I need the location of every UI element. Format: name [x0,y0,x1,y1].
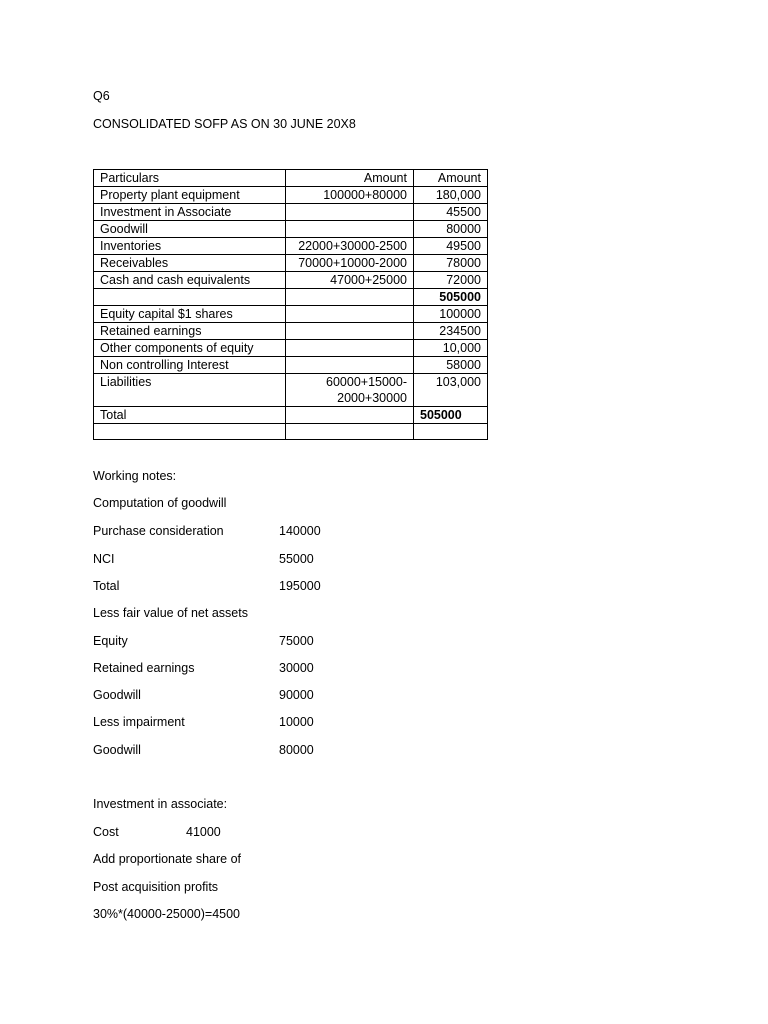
goodwill-line-value: 80000 [279,743,314,757]
row-label: Inventories [94,238,286,255]
goodwill-line-value: 30000 [279,661,314,675]
assets-subtotal: 505000 [414,289,488,306]
goodwill-line-label: Less fair value of net assets [93,606,248,620]
sofp-table [93,169,488,440]
row-amount: 72000 [414,272,488,289]
associate-line: Post acquisition profits [93,880,219,894]
goodwill-line-label: Retained earnings [93,661,195,675]
row-amount: 80000 [414,221,488,238]
row-calc: 60000+15000-2000+30000 [286,374,414,407]
row-amount: 78000 [414,255,488,272]
row-calc [286,323,414,340]
table-row [94,340,488,357]
associate-title: Investment in associate: [93,797,228,811]
row-calc: 22000+30000-2500 [286,238,414,255]
table-row [94,238,488,255]
table-row [94,187,488,204]
row-calc: 100000+80000 [286,187,414,204]
table-row [94,204,488,221]
row-calc [286,306,414,323]
row-amount: 100000 [414,306,488,323]
table-row [94,374,488,407]
row-amount: 234500 [414,323,488,340]
row-label: Liabilities [94,374,286,407]
goodwill-line-value: 10000 [279,715,314,729]
question-label: Q6 [93,89,110,103]
table-header-row [94,170,488,187]
row-amount: 45500 [414,204,488,221]
row-label: Cash and cash equivalents [94,272,286,289]
row-calc [286,221,414,238]
row-amount: 10,000 [414,340,488,357]
table-row [94,323,488,340]
goodwill-line-label: NCI [93,552,115,566]
row-amount: 58000 [414,357,488,374]
goodwill-line-value: 195000 [279,579,321,593]
goodwill-computation-title: Computation of goodwill [93,496,227,510]
row-amount [414,424,488,440]
header-cell-amount-total: Amount [414,170,488,187]
row-label: Equity capital $1 shares [94,306,286,323]
row-label: Other components of equity [94,340,286,357]
goodwill-line-value: 140000 [279,524,321,538]
goodwill-line-value: 75000 [279,634,314,648]
document-heading: CONSOLIDATED SOFP AS ON 30 JUNE 20X8 [93,117,356,131]
row-calc [286,407,414,424]
row-calc: 70000+10000-2000 [286,255,414,272]
goodwill-line-label: Equity [93,634,128,648]
goodwill-line-label: Goodwill [93,688,141,702]
row-label: Non controlling Interest [94,357,286,374]
table-row-empty [94,424,488,440]
row-label: Investment in Associate [94,204,286,221]
grand-total: 505000 [414,407,488,424]
associate-line: Add proportionate share of [93,852,242,866]
row-label: Goodwill [94,221,286,238]
goodwill-line-value: 55000 [279,552,314,566]
goodwill-line-label: Total [93,579,120,593]
working-notes-title: Working notes: [93,469,177,483]
goodwill-line-label: Purchase consideration [93,524,224,538]
goodwill-line-label: Less impairment [93,715,185,729]
row-calc [286,204,414,221]
table-row [94,221,488,238]
table-row [94,306,488,323]
header-cell-particulars: Particulars [94,170,286,187]
row-calc: 47000+25000 [286,272,414,289]
table-row [94,272,488,289]
row-amount: 103,000 [414,374,488,407]
table-row [94,255,488,272]
header-cell-amount: Amount [286,170,414,187]
row-amount: 180,000 [414,187,488,204]
associate-cost-label: Cost [93,825,119,839]
row-label [94,424,286,440]
row-calc [286,289,414,306]
goodwill-line-value: 90000 [279,688,314,702]
row-calc [286,340,414,357]
goodwill-line-label: Goodwill [93,743,141,757]
table-row-total [94,407,488,424]
row-label [94,289,286,306]
row-label: Property plant equipment [94,187,286,204]
row-label: Retained earnings [94,323,286,340]
row-label: Total [94,407,286,424]
row-amount: 49500 [414,238,488,255]
associate-cost-value: 41000 [186,825,221,839]
row-calc [286,424,414,440]
table-row [94,357,488,374]
row-label: Receivables [94,255,286,272]
row-calc [286,357,414,374]
table-row-subtotal [94,289,488,306]
associate-line: 30%*(40000-25000)=4500 [93,907,240,921]
